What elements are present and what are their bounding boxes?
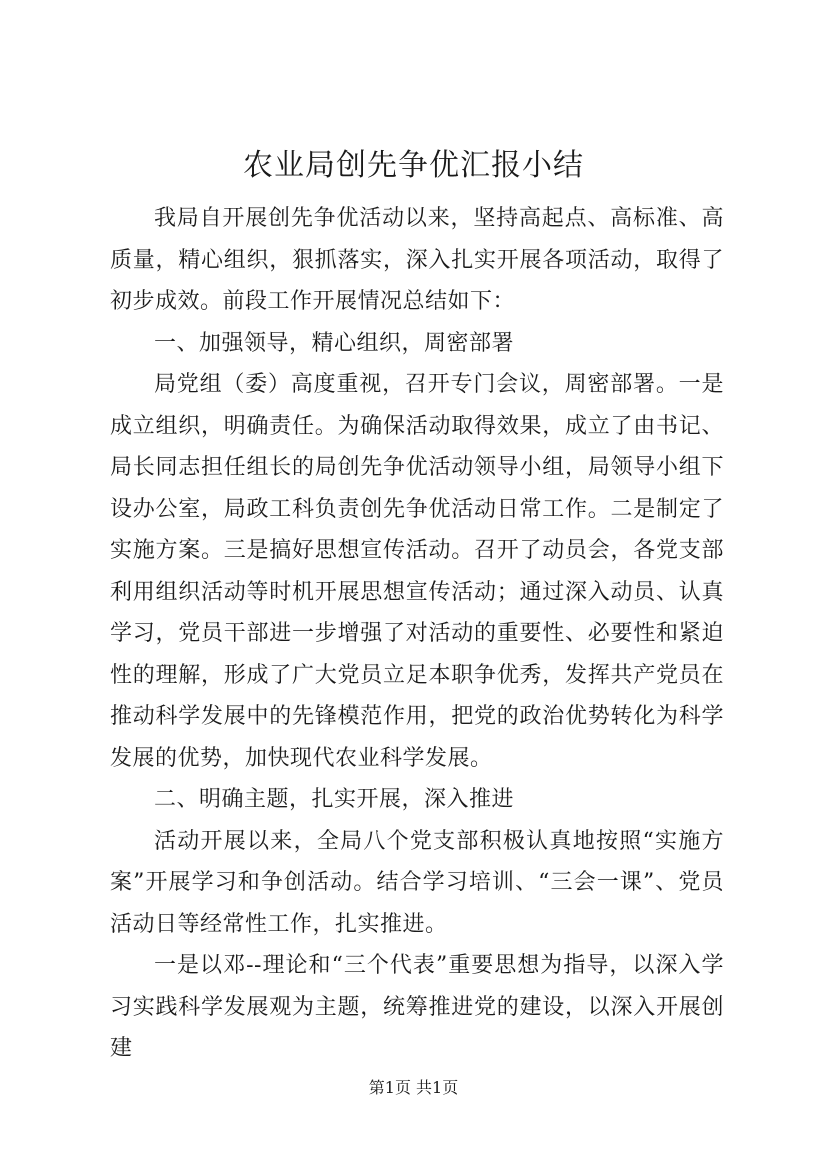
section-1-paragraph: 局党组（委）高度重视，召开专门会议，周密部署。一是成立组织，明确责任。为确保活动取得效果，成立了由书记、局长同志担任组长的局创先争优活动领导小组，局领导小组下设办公室，局政工科负责创先争优活动日常工作。二是制定了实施方案。三是搞好思想宣传活动。召开了动员会，各党支部利用组织活动等时机开展思想宣传活动；通过深入动员、认真学习，党员干部进一步增强了对活动的重要性、必要性和紧迫性的理解，形成了广大党员立足本职争优秀，发挥共产党员在推动科学发展中的先锋模范作用，把党的政治优势转化为科学发展的优势，加快现代农业科学发展。 xyxy=(110,372,724,771)
page-number-footer: 第1页 共1页 xyxy=(368,1078,459,1097)
section-heading-1: 一、加强领导，精心组织，周密部署 xyxy=(154,330,515,356)
document-title: 农业局创先争优汇报小结 xyxy=(243,148,584,183)
intro-paragraph: 我局自开展创先争优活动以来，坚持高起点、高标准、高质量，精心组织，狠抓落实，深入扎实开展各项活动，取得了初步成效。前段工作开展情况总结如下： xyxy=(110,206,724,314)
section-2-item-1-paragraph: 一是以邓--理论和“三个代表”重要思想为指导，以深入学习实践科学发展观为主题，统筹推进党的建设，以深入开展创建 xyxy=(110,953,724,1061)
section-2-paragraph: 活动开展以来，全局八个党支部积极认真地按照“实施方案”开展学习和争创活动。结合学习培训、“三会一课”、党员活动日等经常性工作，扎实推进。 xyxy=(110,828,724,937)
document-body xyxy=(110,198,724,1070)
section-heading-2: 二、明确主题，扎实开展，深入推进 xyxy=(154,787,515,812)
